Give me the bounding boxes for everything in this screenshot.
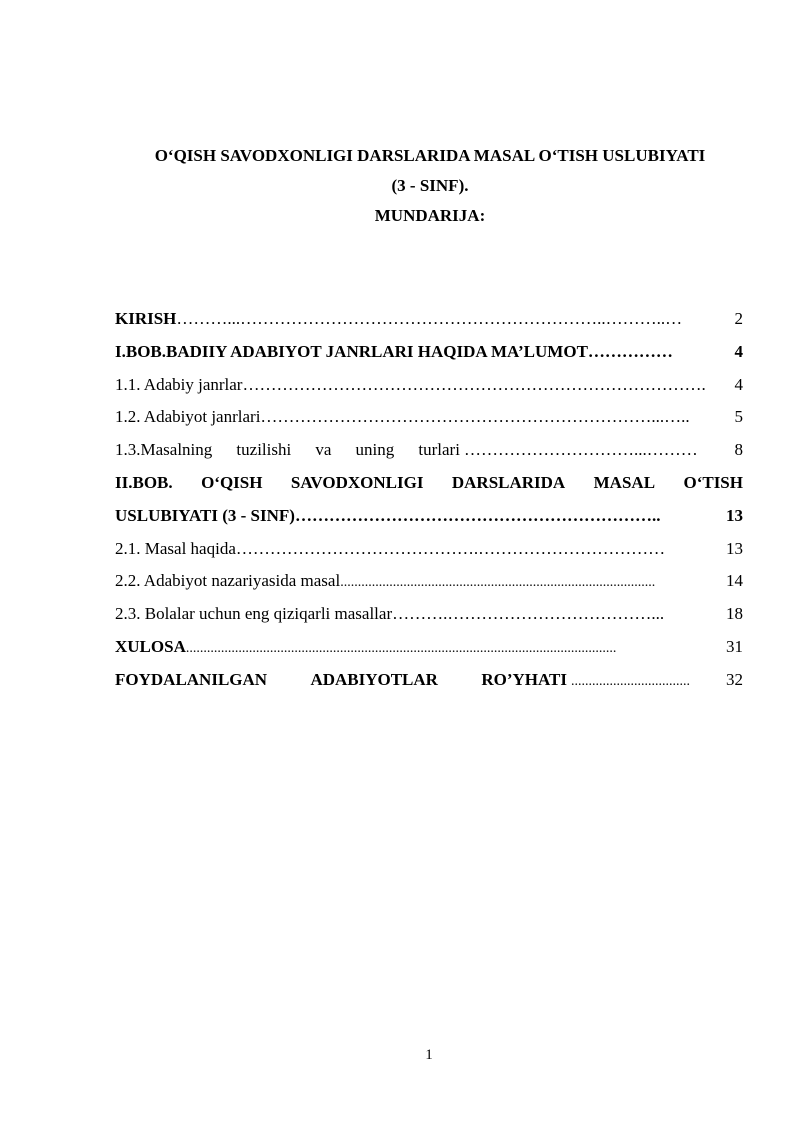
- toc-entry-page: 4: [734, 374, 743, 394]
- toc-entry-1-2: [115, 401, 743, 434]
- toc-entry-page: 14: [726, 571, 743, 591]
- toc-leader-dots: ……………………………………………………………...…..: [260, 407, 690, 427]
- toc-entry-label: KIRISH: [115, 309, 177, 328]
- toc-leader-dots: ……….………………………………...: [392, 604, 665, 624]
- toc-word: II.BOB.: [115, 472, 173, 492]
- toc-entry-label: 2.2. Adabiyot nazariyasida masal: [115, 571, 341, 591]
- toc-entry-label: [115, 434, 460, 467]
- toc-entry-2-2: [115, 565, 743, 598]
- toc-word: O‘TISH: [683, 472, 743, 492]
- toc-entry-bob2-line1: [115, 467, 743, 500]
- toc-entry-bob1: [115, 336, 743, 369]
- toc-entry-label: 2.1. Masal haqida: [115, 538, 236, 558]
- document-title: O‘QISH SAVODXONLIGI DARSLARIDA MASAL O‘TISH USLUBIYATI: [154, 146, 706, 165]
- toc-word: ADABIYOTLAR: [310, 669, 438, 689]
- table-of-contents: [115, 303, 743, 697]
- toc-entry-label: 1.2. Adabiyot janrlari: [115, 407, 261, 427]
- toc-leader-dots: ...........................................................................................................................: [185, 640, 617, 656]
- toc-entry-2-1: [115, 533, 743, 566]
- toc-entry-2-3: [115, 598, 743, 631]
- toc-word: 1.3.Masalning: [115, 440, 213, 460]
- toc-entry-foydalanilgan: [115, 664, 743, 697]
- document-subtitle: (3 - SINF).: [391, 176, 469, 195]
- toc-word: turlari: [418, 440, 460, 460]
- toc-word: FOYDALANILGAN: [115, 669, 268, 689]
- toc-leader-dots: ………………………………………………………..: [294, 505, 661, 525]
- page-number: 1: [425, 1047, 433, 1063]
- toc-entry-1-3: [115, 434, 743, 467]
- toc-leader-dots: ………...………………………………………………………..………..…: [176, 309, 683, 328]
- toc-entry-page: 5: [734, 407, 743, 427]
- toc-leader-dots: ..........................................................................................: [340, 575, 656, 591]
- toc-entry-page: 2: [734, 309, 743, 328]
- toc-word: RO’YHATI: [481, 669, 567, 689]
- toc-entry-page: 31: [726, 636, 743, 656]
- toc-entry-label: I.BOB.BADIIY ADABIYOT JANRLARI HAQIDA MA’LUMOT: [115, 341, 588, 361]
- toc-entry-page: 32: [726, 669, 743, 689]
- toc-entry-label: [115, 664, 567, 697]
- toc-entry-label: XULOSA: [115, 636, 186, 656]
- toc-entry-page: 4: [734, 341, 743, 361]
- title-block: [100, 141, 760, 231]
- toc-entry-label: 2.3. Bolalar uchun eng qiziqarli masallar: [115, 604, 393, 624]
- toc-entry-page: 13: [726, 505, 743, 525]
- toc-entry-1-1: [115, 369, 743, 402]
- toc-word: DARSLARIDA: [451, 472, 566, 492]
- toc-word: MASAL: [593, 472, 656, 492]
- toc-entry-page: 8: [734, 440, 743, 460]
- toc-word: SAVODXONLIGI: [290, 472, 424, 492]
- toc-entry-label: 1.1. Adabiy janrlar: [115, 374, 243, 394]
- contents-heading: MUNDARIJA:: [374, 206, 486, 225]
- toc-entry-kirish: [115, 303, 743, 336]
- toc-entry-page: 13: [726, 538, 743, 558]
- toc-word: uning: [355, 440, 395, 460]
- toc-entry-xulosa: [115, 631, 743, 664]
- toc-entry-bob2-line2: [115, 500, 743, 533]
- toc-leader-dots: ……………: [587, 341, 673, 361]
- toc-leader-dots: ..................................: [571, 673, 690, 689]
- toc-leader-dots: …………………………...………: [464, 440, 698, 460]
- toc-leader-dots: ……………………………………………………………………….: [242, 374, 706, 394]
- toc-word: O‘QISH: [201, 472, 263, 492]
- toc-leader-dots: …………………………………….……………………………: [235, 538, 666, 558]
- toc-word: tuzilishi: [236, 440, 292, 460]
- toc-word: va: [315, 440, 332, 460]
- toc-entry-page: 18: [726, 604, 743, 624]
- toc-entry-label: USLUBIYATI (3 - SINF): [115, 505, 295, 525]
